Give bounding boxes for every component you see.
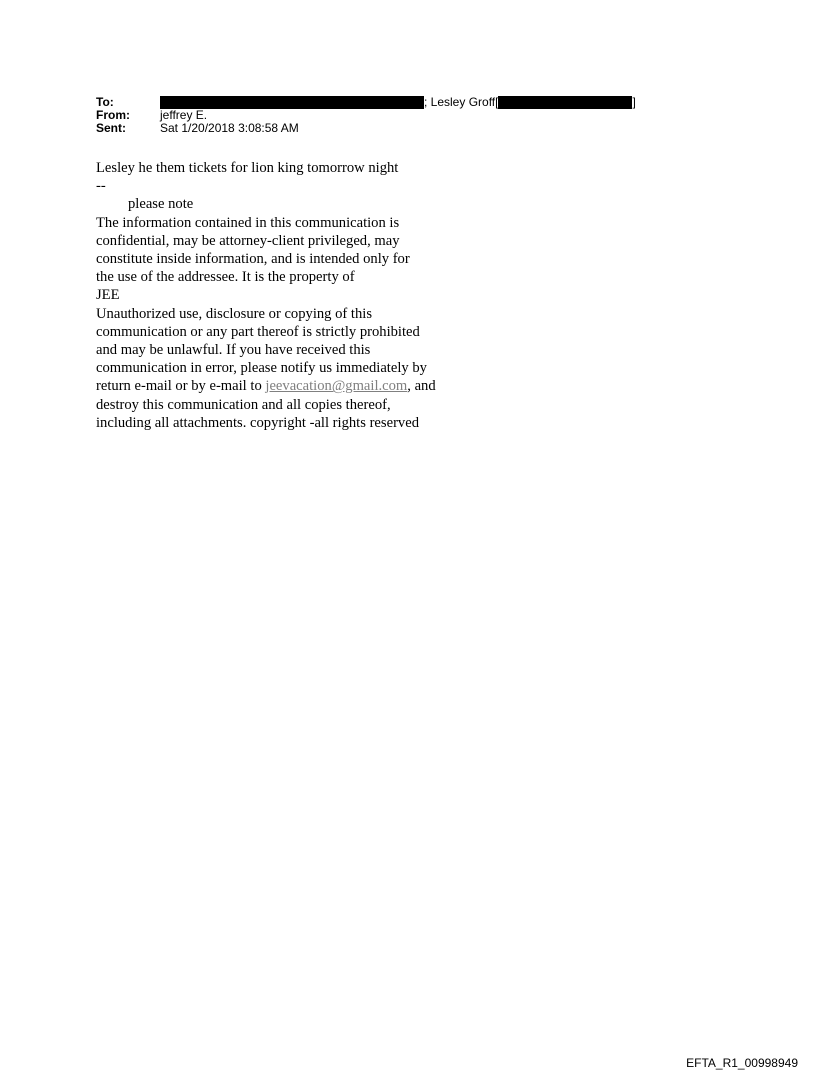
sent-label: Sent: (96, 121, 126, 135)
email-link[interactable]: jeevacation@gmail.com (265, 378, 408, 395)
disclaimer-line: constitute inside information, and is intended only for (96, 251, 410, 268)
disclaimer-line: Unauthorized use, disclosure or copying of this (96, 305, 373, 322)
to-close: ] (632, 95, 636, 109)
to-separator: ; Lesley Groff[ (424, 95, 499, 109)
message-text: Lesley he them tickets for lion king tomorrow night (96, 160, 399, 176)
disclaimer-line: communication in error, please notify us immediately by (96, 360, 427, 377)
disclaimer-line: and may be unlawful. If you have received this (96, 342, 371, 359)
disclaimer-line: confidential, may be attorney-client privileged, may (96, 232, 400, 249)
please-note: please note (128, 196, 194, 213)
email-body (96, 159, 496, 432)
return-text: return e-mail or by e-mail to (96, 378, 266, 395)
sent-value: Sat 1/20/2018 3:08:58 AM (160, 121, 299, 135)
disclaimer-line (96, 377, 496, 395)
disclaimer-line: the use of the addressee. It is the property of (96, 269, 355, 286)
disclaimer-line: communication or any part thereof is strictly prohibited (96, 323, 420, 340)
disclaimer-line: destroy this communication and all copies thereof, (96, 396, 391, 413)
redaction-block (498, 96, 632, 109)
to-value (160, 96, 636, 109)
signature-dash: -- (96, 178, 106, 195)
document-id: EFTA_R1_00998949 (686, 1056, 798, 1070)
from-label: From: (96, 108, 130, 122)
to-label: To: (96, 95, 114, 109)
return-text-end: , and (407, 378, 436, 395)
from-value: jeffrey E. (160, 108, 208, 122)
disclaimer-line: JEE (96, 287, 120, 304)
disclaimer-line: including all attachments. copyright -all rights reserved (96, 414, 419, 431)
disclaimer-line: The information contained in this communication is (96, 214, 400, 231)
